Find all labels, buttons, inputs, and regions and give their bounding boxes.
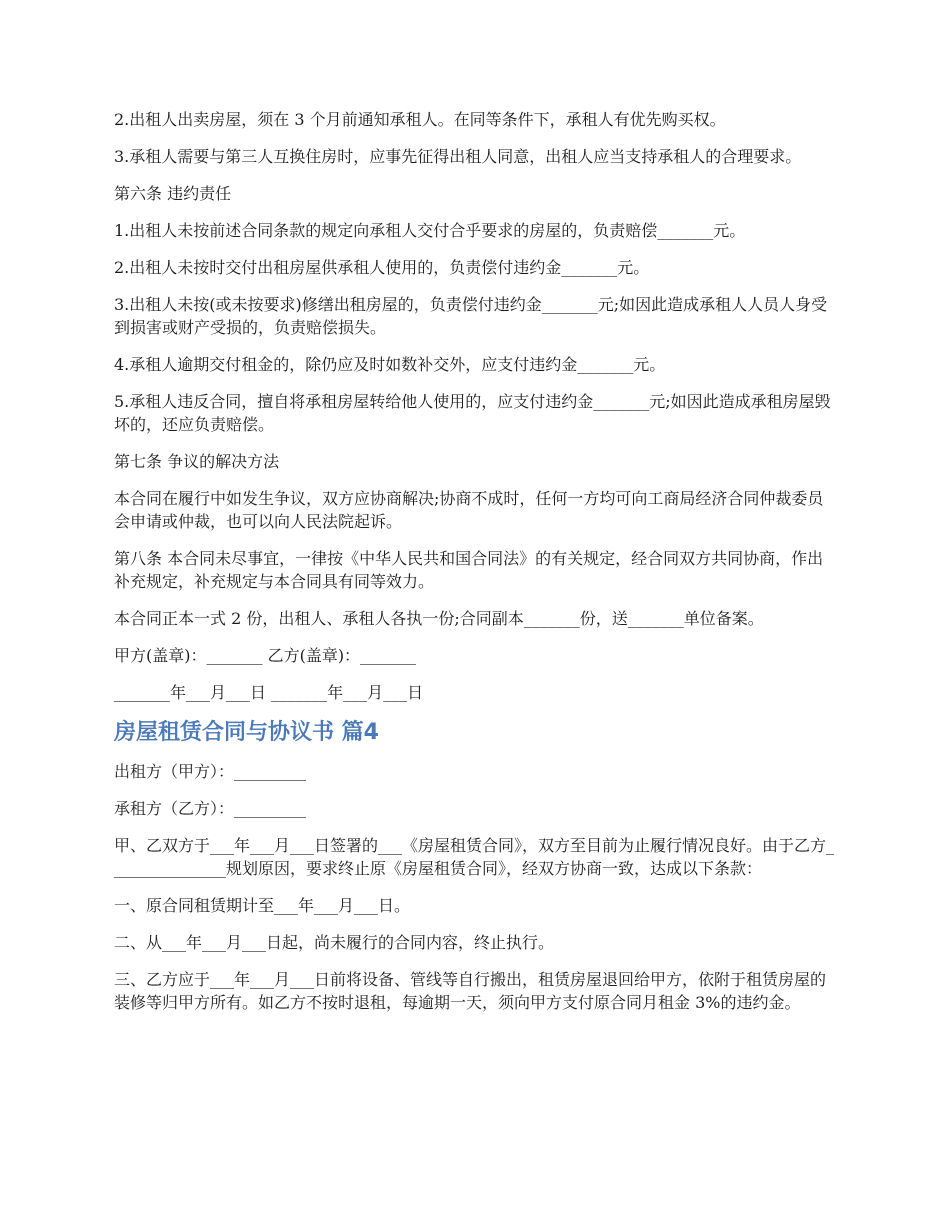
- clause-paragraph: 本合同在履行中如发生争议，双方应协商解决;协商不成时，任何一方均可向工商局经济合同仲裁委员会申请或仲裁，也可以向人民法院起诉。: [114, 489, 824, 531]
- article-title: 第七条 争议的解决方法: [114, 452, 280, 471]
- clause-paragraph: 第八条 本合同未尽事宜，一律按《中华人民共和国合同法》的有关规定，经合同双方共同协商，作出补充规定，补充规定与本合同具有同等效力。: [114, 549, 824, 591]
- signature-line: 甲方(盖章)：_______ 乙方(盖章)：_______: [114, 646, 417, 665]
- clause-paragraph: 二、从___年___月___日起，尚未履行的合同内容，终止执行。: [114, 933, 555, 952]
- party-line: 出租方（甲方）：_________: [114, 762, 307, 781]
- date-line: _______年___月___日 _______年___月___日: [114, 683, 424, 702]
- section-heading: 房屋租赁合同与协议书 篇4: [114, 720, 379, 745]
- clause-paragraph: 4.承租人逾期交付租金的，除仍应及时如数补交外，应支付违约金_______元。: [114, 355, 666, 374]
- clause-paragraph: 甲、乙双方于___年___月___日签署的___《房屋租赁合同》，双方至目前为止履行情况良好。由于乙方_______________规划原因，要求终止原《房屋租赁合同》，经双方协商一致，达成以下条款：: [114, 836, 835, 878]
- clause-paragraph: 本合同正本一式 2 份，出租人、承租人各执一份;合同副本_______份，送_______单位备案。: [114, 609, 764, 628]
- clause-paragraph: 1.出租人未按前述合同条款的规定向承租人交付合乎要求的房屋的，负责赔偿_______元。: [114, 221, 746, 240]
- clause-paragraph: 5.承租人违反合同，擅自将承租房屋转给他人使用的，应支付违约金_______元;如因此造成承租房屋毁坏的，还应负责赔偿。: [114, 392, 831, 434]
- article-title: 第六条 违约责任: [114, 184, 232, 203]
- clause-paragraph: 三、乙方应于___年___月___日前将设备、管线等自行搬出，租赁房屋退回给甲方，依附于租赁房屋的装修等归甲方所有。如乙方不按时退租，每逾期一天，须向甲方支付原合同月租金 3%的违约金。: [114, 970, 827, 1012]
- clause-paragraph: 3.出租人未按(或未按要求)修缮出租房屋的，负责偿付违约金_______元;如因此造成承租人人员人身受到损害或财产受损的，负责赔偿损失。: [114, 295, 828, 337]
- clause-paragraph: 一、原合同租赁期计至___年___月___日。: [114, 896, 411, 915]
- clause-paragraph: 2.出租人出卖房屋，须在 3 个月前通知承租人。在同等条件下，承租人有优先购买权。: [114, 110, 726, 129]
- clause-paragraph: 2.出租人未按时交付出租房屋供承租人使用的，负责偿付违约金_______元。: [114, 258, 650, 277]
- clause-paragraph: 3.承租人需要与第三人互换住房时，应事先征得出租人同意，出租人应当支持承租人的合理要求。: [114, 147, 802, 166]
- party-line: 承租方（乙方）：_________: [114, 799, 307, 818]
